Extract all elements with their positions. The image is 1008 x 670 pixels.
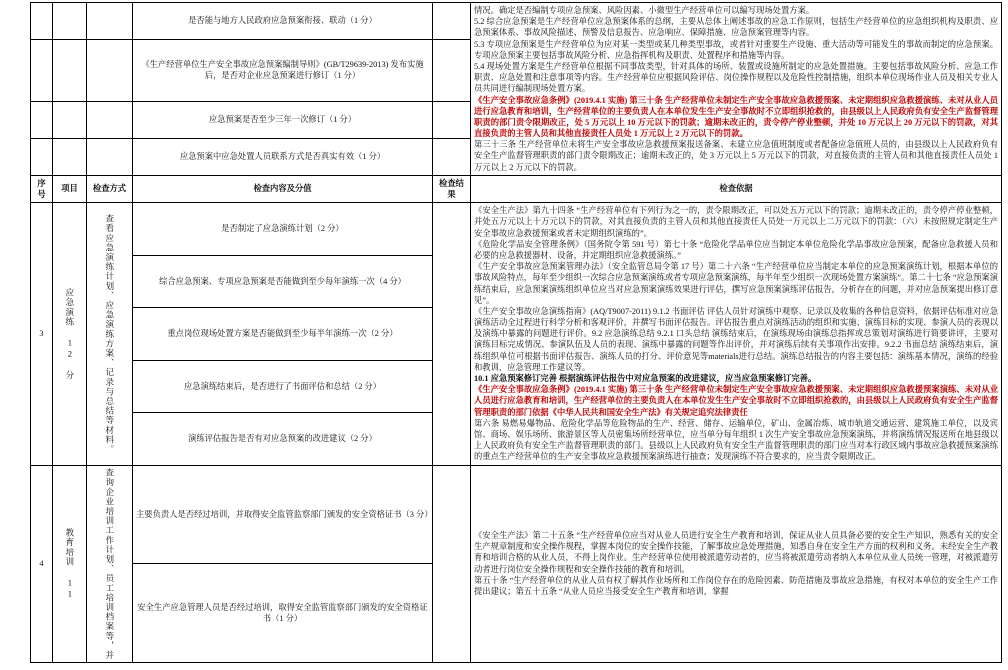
row4-basis	[471, 465, 1002, 662]
cell-item-blank3	[53, 138, 87, 175]
table-row-4	[31, 465, 1002, 564]
row3-content-0: 是否制定了应急演练计划（2 分）	[133, 203, 433, 255]
cell-result-cont	[433, 3, 471, 40]
inspection-table	[30, 2, 1002, 663]
row3-basis-p3: 《生产安全事故应急演练指南》(AQ/T9007-2011) 9.1.2 书面评估 评估人员针对演练中观察、记录以及收集的各种信息资料，依据评估标准对应急演练活动全过程进行科学分析和客观评价，并撰写书面评估报告。评估报告重点对演练活动的组织和实施、演练目标的实现、参演人员的表现以及演练中暴露的问题进行评价。9.2 应急演练总结 9.2.1 口头总结 演练结束后，在演练现场由演练总指挥或总策划对演练进行简要讲评，主要对演练目标完成情况、参演队伍及人员的表现、演练中暴露的问题等作出评价，并对演练后续有关事项作出安排。9.2.2 书面总结 演练结束后，演练组织单位可根据书面评估报告、演练人员的打分、评价意见等materials进行总结。演练总结报告的内容主要包括：演练基本情况，演练的经验和教训，应急管理工作建议等。	[474, 306, 998, 372]
cell-seq-blank3	[31, 138, 53, 175]
row3-method	[87, 203, 133, 465]
cell-item-blank	[53, 39, 87, 101]
row3-method-label: 查看应急演练计划、应急演练方案、记录与总结等材料。	[104, 213, 115, 454]
row3-basis-p4: 10.1 应急预案修订完善 根据演练评估报告中对应急预案的改进建议，应当应急预案修订完善。	[474, 374, 817, 383]
cell-method-blank	[87, 39, 133, 101]
cell-content-0: 是否能与地方人民政府应急预案衔接、联动（1 分）	[133, 3, 433, 40]
row4-seq: 4	[31, 465, 53, 662]
basis-p5: 第三十三条 生产经营单位未将生产安全事故应急救援预案报送备案、未建立应急值班制度或者配备应急值班人员的，由县级以上人民政府负有安全生产监督管理职责的部门责令限期改正；逾期未改正的，处 3 万元以上 5 万元以下的罚款，对直接负责的主管人员和其他直接责任人员处 1 万元以上 2 万元以下的罚款。	[474, 140, 998, 172]
cell-seq-blank2	[31, 102, 53, 139]
cell-method-blank3	[87, 138, 133, 175]
row4-method-label: 查询企业培训工作计划、员工培训档案等，并	[104, 467, 115, 660]
cell-item-cont	[53, 3, 87, 40]
header-seq: 序号	[31, 175, 53, 202]
table-row-3	[31, 203, 1002, 255]
row3-basis	[471, 203, 1002, 465]
row3-basis-p6: 第六条 易燃易爆物品、危险化学品等危险物品的生产、经营、储存、运输单位，矿山、金属冶炼、城市轨道交通运营、建筑施工单位，以及宾馆、商场、娱乐场所、旅游景区等人员密集场所经营单位，应当单分每年组织 1 次生产安全事故应急预案演练，并将演练情况报送所在地县级以上人民政府负有安全生产监督管理职责的部门。县级以上人民政府负有安全生产监督管理职责的部门应当对本行政区域内事故应急救援预案演练的重点生产经营单位的生产安全事故应急救援预案演练进行抽查；发现演练不符合要求的，应当责令限期改正。	[474, 418, 998, 462]
header-content: 检查内容及分值	[133, 175, 433, 202]
row3-item	[53, 203, 87, 465]
header-method: 检查方式	[87, 175, 133, 202]
row4-item-label: 教育培训 11	[64, 527, 75, 600]
row3-result	[433, 203, 471, 465]
header-item: 项目	[53, 175, 87, 202]
row4-item	[53, 465, 87, 662]
row3-basis-p0: 《安全生产法》第九十四条 “生产经营单位有下列行为之一的，责令限期改正，可以处五万元以下的罚款；逾期未改正的，责令停产停业整顿，并处五万元以上十万元以下的罚款，对其直接负责的主管人员和其他直接责任人员处一万元以上二万元以下的罚款：（六）未按照规定制定生产安全事故应急救援预案或者未定期组织演练的”。	[474, 206, 998, 238]
basis-p1: 5.2 综合应急预案是生产经营单位应急预案体系的总纲，主要从总体上阐述事故的应急工作原则，包括生产经营单位的应急组织机构及职责、应急预案体系、事故风险描述、预警及信息报告、应急响应、保障措施、应急预案管理等内容。	[474, 17, 998, 38]
cell-result-blank	[433, 39, 471, 101]
row4-content-0: 主要负责人是否经过培训，并取得安全监管监察部门颁发的安全资格证书（3 分）	[133, 465, 433, 564]
row3-content-3: 应急演练结束后，是否进行了书面评估和总结（2 分）	[133, 360, 433, 412]
row4-method	[87, 465, 133, 662]
cell-content-2: 应急预案是否至少三年一次修订（1 分）	[133, 102, 433, 139]
basis-p3: 5.4 现场处置方案是生产经营单位根据不同事故类型，针对具体的场所、装置或设施所制定的应急处置措施。主要包括事故风险分析、应急工作职责、应急处置和注意事项等内容。生产经营单位应根据风险评估、岗位操作规程以及危险性控制措施，组织本单位现场作业人员及相关专业人员共同进行编制现场处置方案。	[474, 61, 998, 94]
cell-result-blank3	[433, 138, 471, 175]
table-header-row	[31, 175, 1002, 202]
row3-basis-p1: 《危险化学品安全管理条例》（国务院令第 591 号）第七十条 “危险化学品单位应当制定本单位危险化学品事故应急预案，配备应急救援人员和必要的应急救援器材、设备，并定期组织应急救援演练。”	[474, 239, 998, 260]
basis-p4: 《生产安全事故应急条例》(2019.4.1 实施) 第三十条 生产经营单位未制定生产安全事故应急救援预案、未定期组织应急救援演练、未对从业人员进行应急教育和培训，生产经营单位的主要负责人在本单位发生生产安全事故时不立即组织抢救的，由县级以上人民政府负有安全生产监督管理职责的部门责令限期改正，处 5 万元以上 10 万元以下的罚款；逾期未改正的，责令停产停业整顿，并处 10 万元以上 20 万元以下的罚款，对其直接负责的主管人员和其他直接责任人员处 1 万元以上 2 万元以下的罚款。	[474, 95, 998, 139]
cell-item-blank2	[53, 102, 87, 139]
row3-content-1: 综合应急预案、专项应急预案是否能做到至少每年演练一次（4 分）	[133, 255, 433, 307]
row3-content-4: 演练评估报告是否有对应急预案的改进建议（2 分）	[133, 413, 433, 466]
cell-content-3: 应急预案中应急处置人员联系方式是否真实有效（1 分）	[133, 138, 433, 175]
row4-basis-p0: 《安全生产法》第二十五条 “生产经营单位应当对从业人员进行安全生产教育和培训，保证从业人员具备必要的安全生产知识，熟悉有关的安全生产规章制度和安全操作规程，掌握本岗位的安全操作技能，了解事故应急处理措施，知悉自身在安全生产方面的权利和义务。未经安全生产教育和培训合格的从业人员，不得上岗作业。生产经营单位使用被派遣劳动者的，应当将被派遣劳动者纳入本单位从业人员统一管理，对被派遣劳动者进行岗位安全操作规程和安全操作技能的教育和培训。	[474, 530, 998, 574]
row4-content-1: 安全生产应急管理人员是否经过培训，取得安全监管监察部门颁发的安全资格证书（1 分）	[133, 564, 433, 663]
header-basis: 检查依据	[471, 175, 1002, 202]
cell-seq-blank	[31, 39, 53, 101]
cell-method-blank2	[87, 102, 133, 139]
table-row	[31, 3, 1002, 40]
row3-basis-p2: 《生产安全事故应急预案管理办法》（安全监管总局令第 17 号）第二十六条 “生产经营单位应当制定本单位的应急预案演练计划，根据本单位的事故风险特点，每年至少组织一次综合应急预案演练或者专项应急预案演练，每半年至少组织一次现场处置方案演练”。第二十七条 “应急预案演练结束后，应急预案演练组织单位应当对应急预案演练效果进行评估，撰写应急预案演练评估报告，分析存在的问题，并对应急预案提出修订意见”。	[474, 262, 998, 305]
row3-seq: 3	[31, 203, 53, 465]
cell-basis-top	[471, 3, 1002, 176]
cell-result-blank2	[433, 102, 471, 139]
cell-content-1: 《生产经营单位生产安全事故应急预案编制导则》(GB/T29639-2013) 发布实施后，是否对企业应急预案进行修订（1 分）	[133, 39, 433, 101]
basis-p2: 5.3 专项应急预案是生产经营单位为应对某一类型或某几种类型事故，或者针对重要生产设施、重大活动等可能发生的事故而制定的应急预案。专项应急预案主要包括事故风险分析、应急指挥机构及职责、处置程序和措施等内容。	[474, 39, 998, 60]
cell-method-cont	[87, 3, 133, 40]
row3-item-label: 应急演练 12 分	[64, 287, 75, 380]
row4-result	[433, 465, 471, 662]
basis-p0: 情况。确定是否编制专项应急预案、风险因素、小微型生产经营单位可以编写现场处置方案。	[474, 6, 815, 15]
cell-seq-cont	[31, 3, 53, 40]
header-result: 检查结果	[433, 175, 471, 202]
row3-basis-p5: 《生产安全事故应急条例》(2019.4.1 实施) 第三十条 生产经营单位未制定生产安全事故应急救援预案、未定期组织应急救援预案演练、未对从业人员进行应急教育和培训，生产经营单位的主要负责人在本单位发生生产安全事故时不立即组织抢救的，由县级以上人民政府负有安全生产监督管理职责的部门依据《中华人民共和国安全生产法》有关规定追究法律责任	[474, 385, 998, 417]
row3-content-2: 重点岗位现场处置方案是否能做到至少每半年演练一次（2 分）	[133, 308, 433, 360]
row4-basis-p1: 第五十条 “生产经营单位的从业人员有权了解其作业场所和工作岗位存在的危险因素、防范措施及事故应急措施，有权对本单位的安全生产工作提出建议；第五十五条 “从业人员应当接受安全生产教育和培训，掌握	[474, 575, 998, 596]
